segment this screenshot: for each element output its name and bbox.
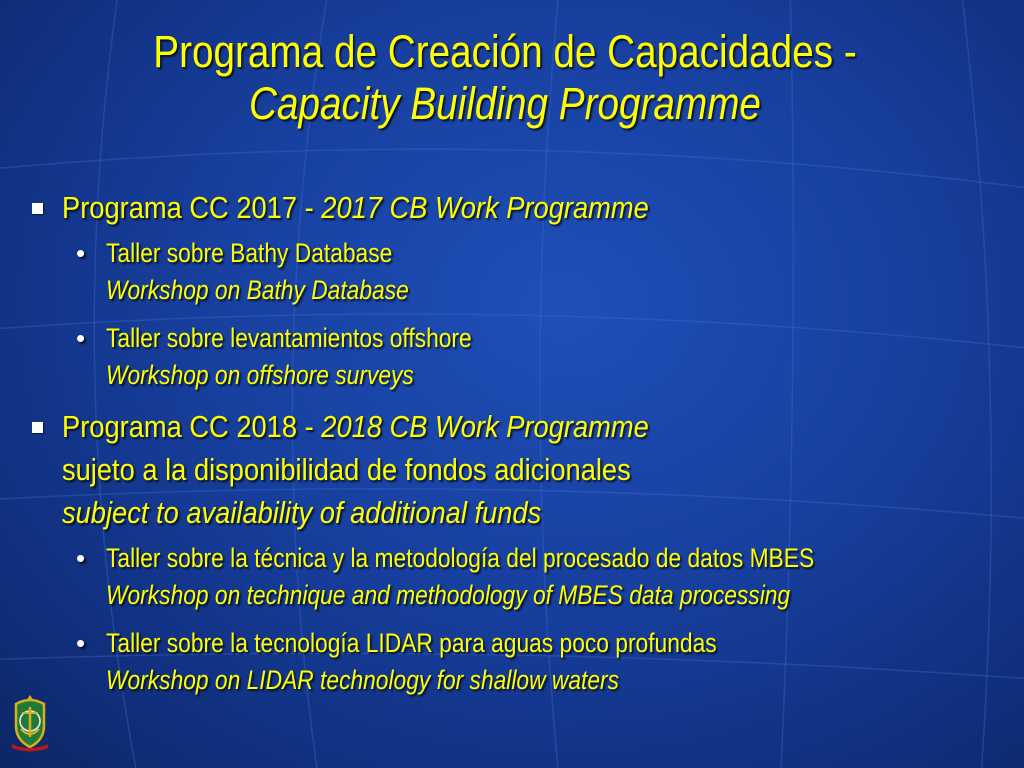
- subbullet-spanish: Taller sobre Bathy Database: [106, 238, 393, 268]
- square-bullet-icon: [32, 422, 43, 433]
- bullet-lead: Programa CC 2017 -: [62, 190, 322, 225]
- bullet-list: [30, 186, 1020, 710]
- subbullet-mbes-processing: [30, 540, 1020, 614]
- funding-note-spanish: sujeto a la disponibilidad de fondos adicionales: [62, 452, 631, 487]
- subbullet-spanish: Taller sobre la tecnología LIDAR para aguas poco profundas: [106, 628, 717, 658]
- square-bullet-icon: [32, 203, 43, 214]
- funding-note-english: subject to availability of additional funds: [62, 495, 542, 530]
- dot-bullet-icon: •: [76, 543, 86, 573]
- bullet-2017-programme: [30, 186, 1020, 229]
- subbullet-english: Workshop on offshore surveys: [106, 360, 414, 390]
- slide-title: [71, 26, 940, 130]
- title-english: Capacity Building Programme: [249, 78, 761, 129]
- title-spanish: Programa de Creación de Capacidades -: [153, 26, 857, 77]
- dot-bullet-icon: •: [76, 628, 86, 658]
- bullet-lead-english: 2018 CB Work Programme: [321, 409, 649, 444]
- subbullet-offshore-surveys: [30, 320, 1020, 394]
- subbullet-english: Workshop on technique and methodology of MBES data processing: [106, 580, 791, 610]
- subbullet-lidar-technology: [30, 625, 1020, 699]
- subbullet-spanish: Taller sobre levantamientos offshore: [106, 323, 472, 353]
- bullet-2018-programme: [30, 405, 1020, 534]
- subbullet-spanish: Taller sobre la técnica y la metodología del procesado de datos MBES: [106, 543, 815, 573]
- dot-bullet-icon: •: [76, 238, 86, 268]
- subbullet-english: Workshop on Bathy Database: [106, 275, 409, 305]
- dot-bullet-icon: •: [76, 323, 86, 353]
- bullet-lead: Programa CC 2018 -: [62, 409, 322, 444]
- bullet-lead-english: 2017 CB Work Programme: [321, 190, 649, 225]
- subbullet-bathy-database: [30, 235, 1020, 309]
- subbullet-english: Workshop on LIDAR technology for shallow waters: [106, 665, 620, 695]
- iho-emblem-icon: [8, 692, 52, 752]
